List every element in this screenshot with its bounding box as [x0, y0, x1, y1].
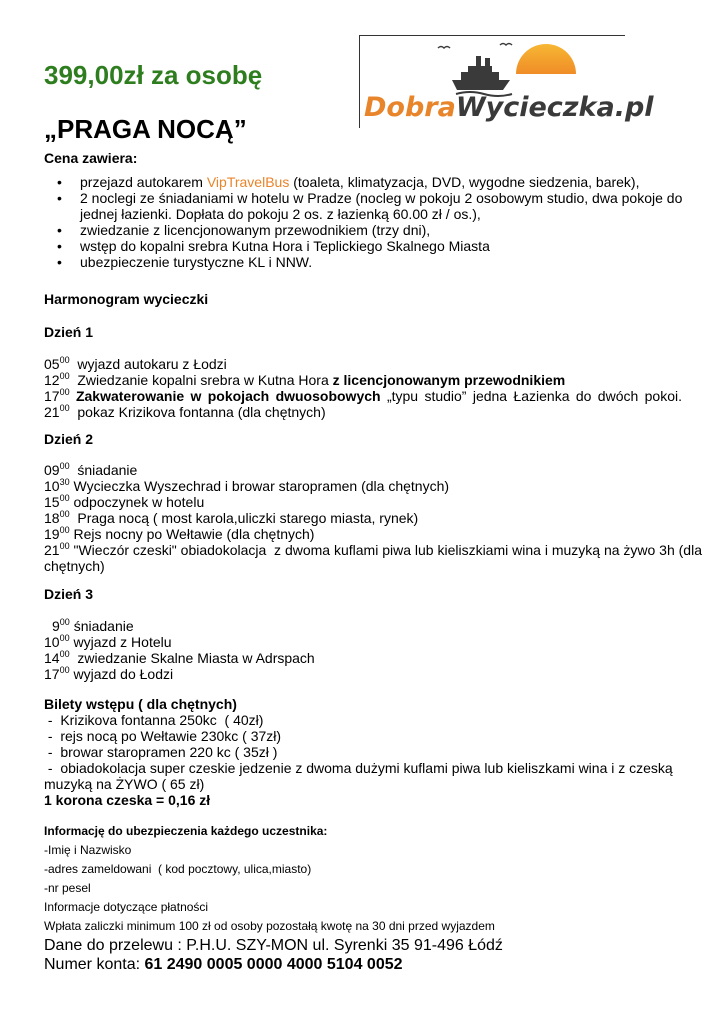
- schedule-entry: $05^{00}$ wyjazd autokaru z Łodzi: [44, 355, 227, 372]
- price-heading: 399,00zł za osobę: [44, 60, 263, 90]
- vip-travel-bus-link[interactable]: VipTravelBus: [206, 174, 290, 190]
- logo-text-wycieczka: Wycieczka: [455, 92, 615, 123]
- transfer-section: [44, 936, 503, 974]
- insurance-section: [44, 822, 694, 936]
- schedule-entry: $18^{00}$ Praga nocą ( most karola,uliczki starego miasta, rynek): [44, 509, 419, 526]
- trip-title: „PRAGA NOCĄ”: [44, 114, 247, 144]
- ticket-item-continued: muzyką na ŻYWO ( 65 zł): [44, 776, 205, 792]
- insurance-field: -adres zameldowani ( kod pocztowy, ulica,miasto): [44, 862, 312, 876]
- includes-list: [44, 174, 684, 270]
- payment-note: Wpłata zaliczki minimum 100 zł od osoby pozostałą kwotę na 30 dni przed wyjazdem: [44, 919, 495, 933]
- schedule-entry: $09^{00}$ śniadanie: [44, 461, 138, 478]
- schedule-entry: $9^{00}$ śniadanie: [52, 617, 134, 634]
- schedule-heading: Harmonogram wycieczki: [44, 291, 209, 307]
- schedule-entry: $12^{00}$ Zwiedzanie kopalni srebra w Kutna Hora z licencjonowanym przewodnikiem: [44, 371, 566, 388]
- day2-heading: Dzień 2: [44, 431, 94, 447]
- includes-heading: Cena zawiera:: [44, 150, 138, 166]
- logo-text-dobra: Dobra: [364, 92, 456, 123]
- day3-heading: Dzień 3: [44, 586, 94, 602]
- day1-events: [44, 356, 682, 420]
- day1-heading: Dzień 1: [44, 324, 94, 340]
- ticket-item: - obiadokolacja super czeskie jedzenie z dwoma dużymi kuflami piwa lub kieliszkami wina i z czeską: [44, 760, 673, 776]
- day2-events: [44, 461, 702, 574]
- schedule-entry: $15^{00}$ odpoczynek w hotelu: [44, 493, 205, 510]
- list-item: • 2 noclegi ze śniadaniami w hotelu w Pradze (nocleg w pokoju 2 osobowym studio, dwa pokoje do jednej łazienki. Dopłata do pokoju 2 os. z łazienką 60.00 zł / os.),: [44, 190, 684, 222]
- insurance-field: -nr pesel: [44, 881, 91, 895]
- transfer-recipient: Dane do przelewu : P.H.U. SZY-MON ul. Syrenki 35 91-496 Łódź: [44, 937, 503, 954]
- ticket-item: - rejs nocą po Wełtawie 230kc ( 37zł): [44, 728, 282, 744]
- logo-text-pl: .pl: [614, 92, 654, 123]
- schedule-entry-continued: chętnych): [44, 558, 105, 574]
- payment-heading: Informacje dotyczące płatności: [44, 900, 209, 914]
- account-line: Numer konta: 61 2490 0005 0000 4000 5104 0052: [44, 956, 403, 973]
- schedule-entry: $21^{00}$ pokaz Krizikova fontanna (dla chętnych): [44, 403, 326, 420]
- tickets-section: [44, 696, 694, 808]
- company-logo: [359, 35, 654, 128]
- schedule-entry: $14^{00}$ zwiedzanie Skalne Miasta w Adrspach: [44, 649, 315, 666]
- schedule-entry: $10^{30}$ Wycieczka Wyszechrad i browar staropramen (dla chętnych): [44, 477, 450, 494]
- ticket-item: - Krizikova fontanna 250kc ( 40zł): [44, 712, 264, 728]
- ticket-item: - browar staropramen 220 kc ( 35zł ): [44, 744, 278, 760]
- account-number: 61 2490 0005 0000 4000 5104 0052: [144, 956, 403, 973]
- svg-text:DobraWycieczka.pl: [364, 92, 654, 123]
- list-item: • przejazd autokarem VipTravelBus (toaleta, klimatyzacja, DVD, wygodne siedzenia, barek),: [44, 174, 684, 190]
- schedule-entry: $19^{00}$ Rejs nocny po Wełtawie (dla chętnych): [44, 525, 315, 542]
- bird-icon: [438, 44, 512, 49]
- list-item: • zwiedzanie z licencjonowanym przewodnikiem (trzy dni),: [44, 222, 684, 238]
- ship-icon: [452, 56, 510, 90]
- list-item: • ubezpieczenie turystyczne KL i NNW.: [44, 254, 684, 270]
- schedule-entry: $10^{00}$ wyjazd z Hotelu: [44, 633, 172, 650]
- schedule-entry: $17^{00}$ wyjazd do Łodzi: [44, 665, 174, 682]
- exchange-rate: 1 korona czeska = 0,16 zł: [44, 792, 211, 808]
- tickets-heading: Bilety wstępu ( dla chętnych): [44, 696, 237, 712]
- day3-events: [44, 618, 644, 682]
- insurance-field: -Imię i Nazwisko: [44, 843, 132, 857]
- insurance-heading: Informację do ubezpieczenia każdego uczestnika:: [44, 824, 328, 838]
- list-item: • wstęp do kopalni srebra Kutna Hora i Teplickiego Skalnego Miasta: [44, 238, 684, 254]
- schedule-entry: $17^{00}$ Zakwaterowanie w pokojach dwuosobowych „typu studio” jedna Łazienka do dwóch pokoi.: [44, 387, 682, 404]
- schedule-entry: $21^{00}$ "Wieczór czeski" obiadokolacja z dwoma kuflami piwa lub kieliszkiami wina i muzyką na żywo 3h (dla: [44, 541, 702, 558]
